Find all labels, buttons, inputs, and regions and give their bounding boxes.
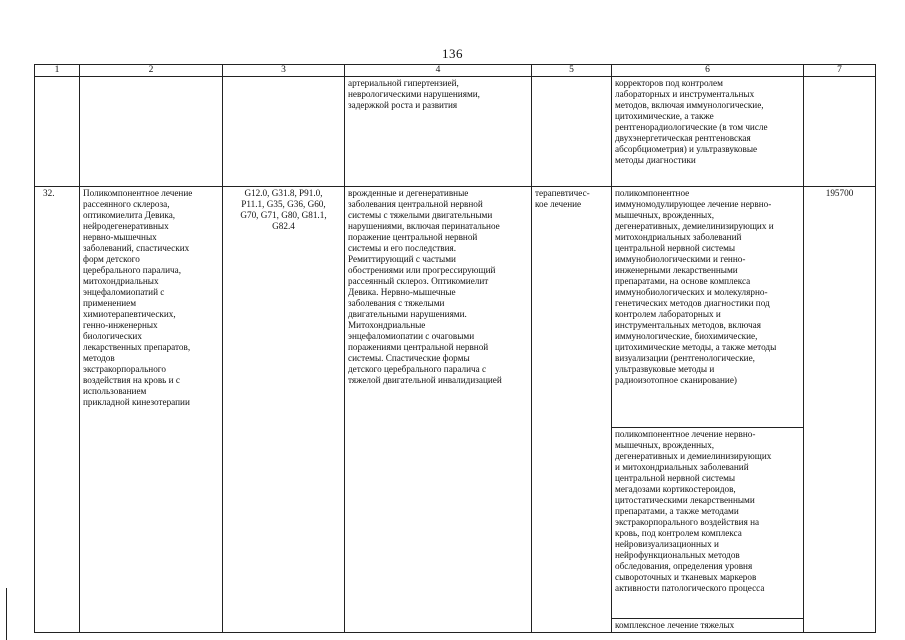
treatment-name: Поликомпонентное лечение рассеянного склероза, оптикомиелита Девика, нейродегенеративных нервно-мышечных заболеваний, спастических форм детского церебрального паралича, митохондриальных энцефаломиопатий с применением химиотерапевтических, генно-инженерных биологических лекарственных препаратов, методов экстракорпорального воздействия на кровь и с использованием прикладной кинезотерапии [80, 187, 223, 633]
column-header-2: 2 [80, 65, 223, 77]
cont-col4-diseases: артериальной гипертензией, неврологическими нарушениями, задержкой роста и развития [345, 77, 532, 187]
column-header-row [35, 65, 876, 77]
disease-model: врожденные и дегенеративные заболевания центральной нервной системы с тяжелыми двигательными нарушениями, включая перинатальное поражение центральной нервной системы и его последствия. Ремиттирующий с частыми обострениями или прогрессирующий рассеянный склероз. Оптикомиелит Девика. Нервно-мышечные заболевания с тяжелыми двигательными нарушениями. Митохондриальные энцефаломиопатии с очаговыми поражениями центральной нервной системы. Спастические формы детского церебрального паралича с тяжелой двигательной инвалидизацией [345, 187, 532, 633]
page-edge-line [6, 588, 7, 640]
column-header-1: 1 [35, 65, 80, 77]
icd-codes: G12.0, G31.8, P91.0, P11.1, G35, G36, G60, G70, G71, G80, G81.1, G82.4 [223, 187, 345, 633]
medical-care-table [34, 64, 876, 633]
column-header-7: 7 [804, 65, 876, 77]
cont-col2 [80, 77, 223, 187]
column-header-6: 6 [612, 65, 804, 77]
treatment-method-1: поликомпонентное иммуномодулирующее лечение нервно- мышечных, врожденных, дегенеративных, демиелинизирующих и митохондриальных заболеваний центральной нервной системы иммунобиологическими и генно- инженерными лекарственными препаратами, на основе комплекса иммунобиологических и молекулярно- генетических методов диагностики под контролем лабораторных и инструментальных методов, включая иммунологические, биохимические, цитохимические методы, а также методы визуализации (рентгенологические, ультразвуковые методы и радиоизотопное сканирование) [612, 187, 804, 428]
column-header-5: 5 [532, 65, 612, 77]
cont-col3 [223, 77, 345, 187]
cont-col6-methods: корректоров под контролем лабораторных и инструментальных методов, включая иммунологические, цитохимические, а также рентгенорадиологические (в том числе двухэнергетическая рентгеновская абсорбциометрия) и ультразвуковые методы диагностики [612, 77, 804, 187]
treatment-type: терапевтичес- кое лечение [532, 187, 612, 633]
column-header-4: 4 [345, 65, 532, 77]
treatment-method-3: комплексное лечение тяжелых [612, 619, 804, 633]
row-number: 32. [35, 187, 80, 633]
cont-col7 [804, 77, 876, 187]
continuation-row [35, 77, 876, 187]
column-header-3: 3 [223, 65, 345, 77]
cost-value: 195700 [804, 187, 876, 633]
page-number: 136 [442, 46, 463, 61]
cont-col1 [35, 77, 80, 187]
treatment-method-2: поликомпонентное лечение нервно- мышечных, врожденных, дегенеративных и демиелинизирующих и митохондриальных заболеваний центральной нервной системы мегадозами кортикостероидов, цитостатическими лекарственными препаратами, а также методами экстракорпорального воздействия на кровь, под контролем комплекса нейровизуализационных и нейрофункциональных методов обследования, определения уровня сывороточных и тканевых маркеров активности патологического процесса [612, 428, 804, 619]
cont-col5 [532, 77, 612, 187]
table-row-32 [35, 187, 876, 428]
